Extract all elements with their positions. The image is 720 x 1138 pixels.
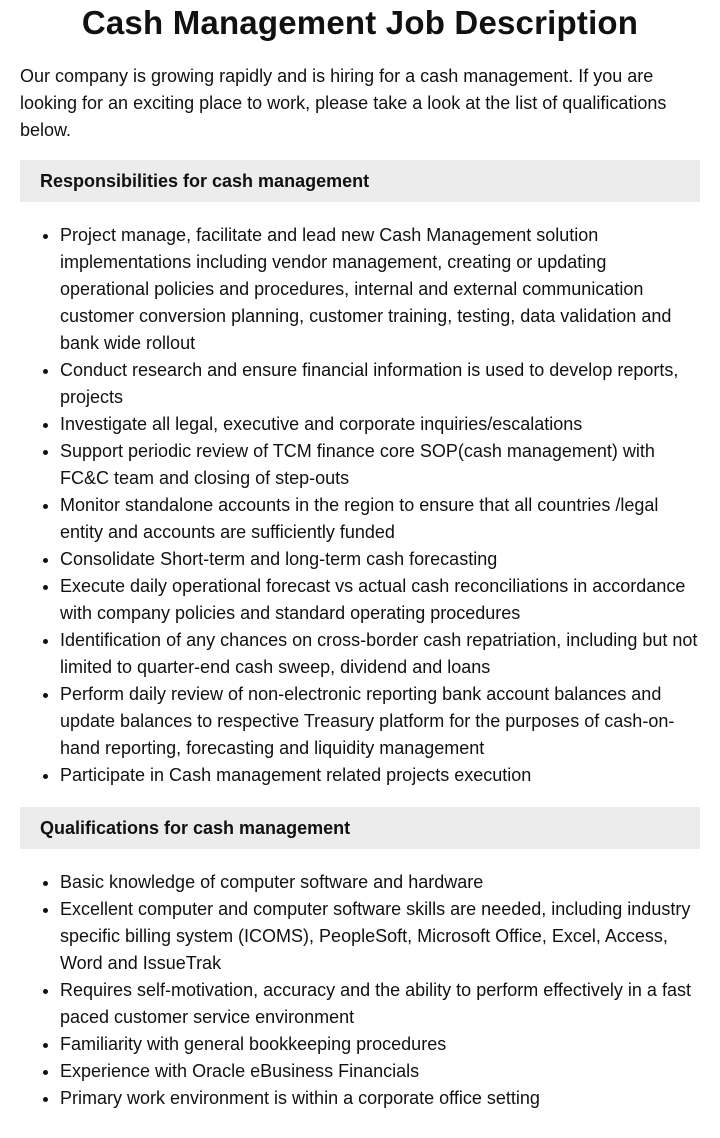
list-item: • Excellent computer and computer software skills are needed, including industry specific billing system (ICOMS), PeopleSoft, Microsoft Office, Excel, Access, Word and IssueTrak bbox=[60, 896, 700, 977]
qualifications-list bbox=[20, 869, 700, 1112]
responsibilities-heading: Responsibilities for cash management bbox=[20, 160, 700, 202]
list-item: • Conduct research and ensure financial information is used to develop reports, projects bbox=[60, 357, 700, 411]
list-item: • Project manage, facilitate and lead new Cash Management solution implementations including vendor management, creating or updating operational policies and procedures, internal and external communication customer conversion planning, customer training, testing, data validation and bank wide rollout bbox=[60, 222, 700, 357]
list-item: • Experience with Oracle eBusiness Financials bbox=[60, 1058, 700, 1085]
list-item: • Execute daily operational forecast vs actual cash reconciliations in accordance with company policies and standard operating procedures bbox=[60, 573, 700, 627]
list-item: • Basic knowledge of computer software and hardware bbox=[60, 869, 700, 896]
list-item: • Monitor standalone accounts in the region to ensure that all countries /legal entity and accounts are sufficiently funded bbox=[60, 492, 700, 546]
list-item: • Primary work environment is within a corporate office setting bbox=[60, 1085, 700, 1112]
list-item: • Participate in Cash management related projects execution bbox=[60, 762, 700, 789]
list-item: • Familiarity with general bookkeeping procedures bbox=[60, 1031, 700, 1058]
page-title: Cash Management Job Description bbox=[81, 4, 639, 41]
list-item: • Identification of any chances on cross-border cash repatriation, including but not limited to quarter-end cash sweep, dividend and loans bbox=[60, 627, 700, 681]
list-item: • Support periodic review of TCM finance core SOP(cash management) with FC&C team and closing of step-outs bbox=[60, 438, 700, 492]
responsibilities-list bbox=[20, 222, 700, 789]
list-item: • Perform daily review of non-electronic reporting bank account balances and update balances to respective Treasury platform for the purposes of cash-on-hand reporting, forecasting and liquidity management bbox=[60, 681, 700, 762]
list-item: • Requires self-motivation, accuracy and the ability to perform effectively in a fast paced customer service environment bbox=[60, 977, 700, 1031]
qualifications-heading: Qualifications for cash management bbox=[20, 807, 700, 849]
intro-paragraph: Our company is growing rapidly and is hiring for a cash management. If you are looking for an exciting place to work, please take a look at the list of qualifications below. bbox=[20, 66, 667, 140]
list-item: • Investigate all legal, executive and corporate inquiries/escalations bbox=[60, 411, 700, 438]
list-item: • Consolidate Short-term and long-term cash forecasting bbox=[60, 546, 700, 573]
